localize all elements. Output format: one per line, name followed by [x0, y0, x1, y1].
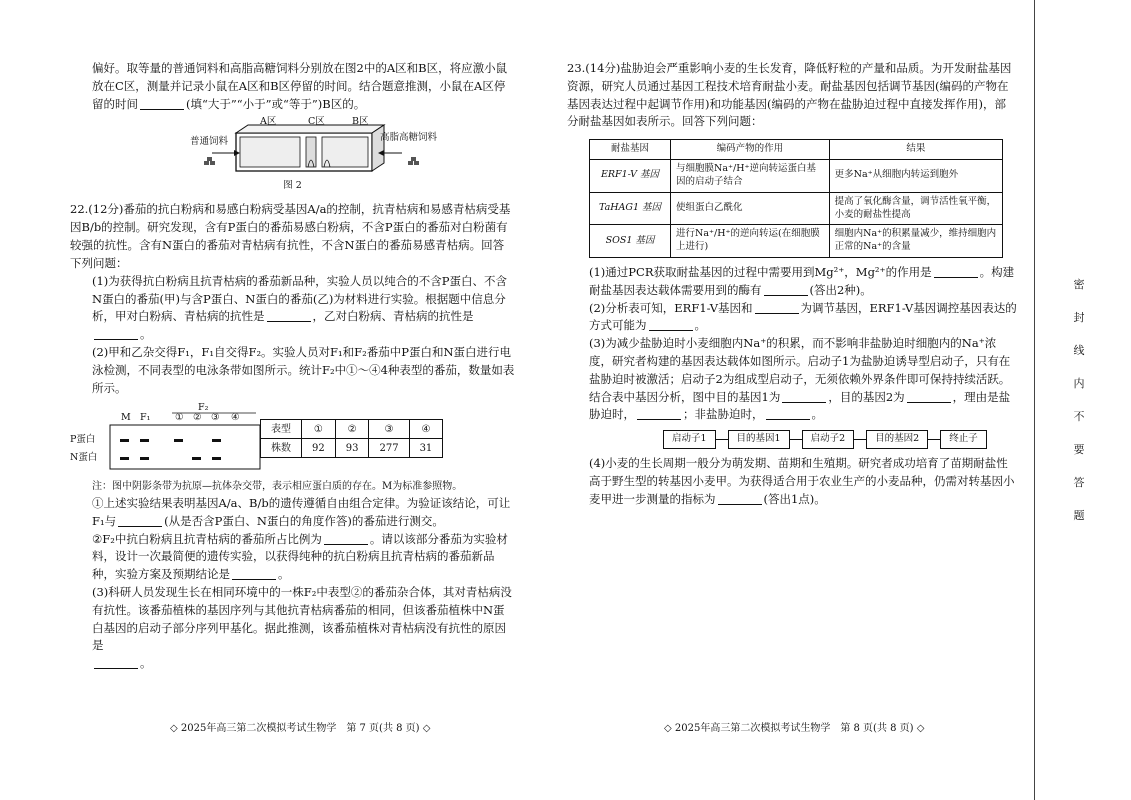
figure-2-caption: 图 2	[283, 180, 302, 192]
binding-line	[1034, 0, 1035, 800]
seal-char: 线	[1073, 344, 1085, 357]
q22-p1-text-a: (1)为获得抗白粉病且抗青枯病的番茄新品种，实验人员以纯合的不含P蛋白、不含N蛋白的番茄(甲)与含P蛋白、N蛋白的番茄(乙)为材料进行实验。根据题中信息分析，甲对白粉病、青枯病的抗性是	[92, 273, 508, 324]
q23-p2-text-a: (2)分析表可知，ERF1-V基因和	[589, 300, 753, 315]
high-fat-feed-label: 高脂高糖饲料	[380, 132, 438, 144]
q23-p3-text-d: ；非盐胁迫时，	[683, 407, 764, 422]
page-8-column	[567, 60, 1017, 508]
table-header: 结果	[829, 140, 1002, 160]
result-cell: 更多Na⁺从细胞内转运到胞外	[829, 160, 1002, 193]
lane-3-label: ③	[211, 412, 220, 424]
answer-blank[interactable]	[782, 390, 826, 403]
count-cell: 92	[302, 439, 336, 458]
maze-diagram	[70, 123, 515, 187]
q23-part2	[567, 300, 1017, 336]
q22-p1-text-b: ，乙对白粉病、青枯病的抗性是	[312, 309, 474, 324]
feed-pellets-right	[408, 157, 419, 165]
q22-p3-text-a: (3)科研人员发现生长在相同环境中的一株F₂中表型②的番茄杂合体，其对青枯病没有抗性。该番茄植株的基因序列与其他抗青枯病番茄的相同，但该番茄植株中N蛋白基因的启动子部分序列甲基化。据此推测，该番茄植株对青枯病没有抗性的原因是	[92, 584, 512, 653]
q22-p2-1-text-b: (从是否含P蛋白、N蛋白的角度作答)的番茄进行测交。	[164, 513, 444, 528]
answer-blank[interactable]	[718, 492, 762, 505]
q22-stem: 22.(12分)番茄的抗白粉病和易感白粉病受基因A/a的控制，抗青枯病和易感青枯病受基因B/b的控制。研究发现，含有P蛋白的番茄易感白粉病，不含P蛋白的番茄对白粉菌有较强的抗性。含有N蛋白的番茄对青枯病有抗性，不含N蛋白的番茄易感青枯病。回答下列问题：	[70, 202, 511, 270]
phenotype-count-table	[260, 419, 443, 458]
q23-part1	[567, 264, 1017, 300]
answer-blank[interactable]	[232, 567, 276, 580]
gene-cell: SOS1 基因	[590, 225, 671, 258]
effect-cell: 使组蛋白乙酰化	[671, 192, 830, 225]
lane-1-label: ①	[175, 412, 184, 424]
q23-p3-text-c: ，理由是盐胁迫时，	[589, 389, 1011, 422]
type-cell: ②	[335, 420, 369, 439]
answer-blank[interactable]	[649, 318, 693, 331]
table-row	[590, 192, 1003, 225]
band-p-1	[174, 439, 183, 442]
promoter-1-box: 启动子1	[663, 430, 716, 449]
q23-p3-text-b: ，目的基因2为	[828, 389, 905, 404]
terminator-box: 终止子	[940, 430, 987, 449]
page-8-footer: ◇ 2025年高三第二次模拟考试生物学 第 8 页(共 8 页) ◇	[664, 723, 925, 734]
count-cell: 277	[369, 439, 409, 458]
expression-vector-diagram	[663, 430, 1017, 449]
zone-c-label: C区	[308, 116, 325, 128]
electrophoresis-figure	[70, 402, 515, 479]
seal-char: 内	[1073, 377, 1085, 390]
answer-blank[interactable]	[637, 407, 681, 420]
q23-stem: 23.(14分)盐胁迫会严重影响小麦的生长发育，降低籽粒的产量和品质。为开发耐盐基因资源，研究人员通过基因工程技术培育耐盐小麦。耐盐基因包括调节基因(编码的产物在基因表达过程中起调节作用)和功能基因(编码的产物在盐胁迫过程中直接发挥作用)，部分耐盐基因如表所示。回答下列问题：	[567, 61, 1012, 129]
q23-p2-text-c: 。	[694, 318, 706, 333]
q22-p1-text-c: 。	[140, 327, 152, 342]
answer-blank[interactable]	[267, 309, 311, 322]
q21-text-b: (填“大于”“小于”或“等于”)B区的。	[186, 96, 366, 111]
answer-blank[interactable]	[94, 327, 138, 340]
result-cell: 细胞内Na⁺的积累量减少，维持细胞内正常的Na⁺的含量	[829, 225, 1002, 258]
q23-part3	[567, 335, 1017, 424]
page-7-footer: ◇ 2025年高三第二次模拟考试生物学 第 7 页(共 8 页) ◇	[170, 723, 431, 734]
q22-part1	[70, 273, 515, 344]
effect-cell: 进行Na⁺/H⁺的逆向转运(在细胞膜上进行)	[671, 225, 830, 258]
seal-char: 密	[1073, 278, 1085, 291]
row-n-label: N蛋白	[70, 452, 98, 464]
q23-part4	[567, 455, 1017, 508]
count-cell: 31	[409, 439, 443, 458]
q22-p3-text-b: 。	[140, 656, 152, 671]
answer-blank[interactable]	[907, 390, 951, 403]
seal-char: 题	[1073, 509, 1085, 522]
q22-p2-1-text-a: ①上述实验结果表明基因A/a、B/b的遗传遵循自由组合定律。为验证该结论，可让F₁与	[92, 495, 511, 528]
q22-part2: (2)甲和乙杂交得F₁，F₁自交得F₂。实验人员对F₁和F₂番茄中P蛋白和N蛋白进行电泳检测，不同表型的电泳条带如图所示。统计F₂中①～④4种表型的番茄，数量如表所示。	[92, 344, 515, 395]
lane-f1-label: F₁	[140, 412, 151, 424]
count-table-header: 株数	[261, 439, 302, 458]
gene-cell: ERF1-V 基因	[590, 160, 671, 193]
f2-header: F₂	[198, 402, 209, 414]
q23-p3-text-a: (3)为减少盐胁迫时小麦细胞内Na⁺的积累，而不影响非盐胁迫时细胞内的Na⁺浓度，研究者构建的基因表达载体如图所示。启动子1为盐胁迫诱导型启动子，只有在盐胁迫时被激活；启动子2为组成型启动子，无须依赖外界条件即可保持持续活跃。结合表中基因分析，图中目的基因1为	[589, 336, 1011, 404]
q22-part2-1	[70, 495, 515, 531]
q23-p2-text-b: 为调节基因，ERF1-V基因调控基因表达的方式可能为	[589, 300, 1017, 333]
q23-p1-text-b: 。构建耐盐基因表达载体需要用到的酶有	[589, 264, 1015, 297]
table-row	[590, 160, 1003, 193]
zone-a-label: A区	[260, 116, 277, 128]
q23-p4-text-a: (4)小麦的生长周期一般分为萌发期、苗期和生殖期。研究者成功培育了苗期耐盐性高于野生型的转基因小麦甲。为获得适合用于农业生产的小麦品种，仍需对转基因小麦甲进一步测量的指标为	[589, 455, 1015, 506]
seal-line-notice	[1072, 268, 1086, 532]
answer-blank[interactable]	[755, 301, 799, 314]
band-n-m	[120, 457, 129, 460]
salt-tolerance-gene-table	[589, 139, 1003, 258]
type-cell: ③	[369, 420, 409, 439]
q22-part2-2	[70, 531, 515, 584]
lane-4-label: ④	[231, 412, 240, 424]
answer-blank[interactable]	[764, 283, 808, 296]
seal-char: 封	[1073, 311, 1085, 324]
lane-m-label: M	[121, 412, 131, 424]
page-7-column	[70, 60, 515, 673]
row-p-label: P蛋白	[70, 434, 96, 446]
q23-p1-text-a: (1)通过PCR获取耐盐基因的过程中需要用到Mg²⁺，Mg²⁺的作用是	[589, 264, 932, 279]
count-table-header: 表型	[261, 420, 302, 439]
target-gene-1-box: 目的基因1	[728, 430, 790, 449]
q22-p2-2-text-a: ②F₂中抗白粉病且抗青枯病的番茄所占比例为	[92, 531, 322, 546]
gene-cell: TaHAG1 基因	[590, 192, 671, 225]
table-header: 编码产物的作用	[671, 140, 830, 160]
figure-2	[70, 117, 515, 197]
seal-char: 要	[1073, 443, 1085, 456]
q21-text-a: 偏好。取等量的普通饲料和高脂高糖饲料分别放在图2中的A区和B区，将应激小鼠放在C区，测量并记录小鼠在A区和B区停留的时间。结合题意推测，小鼠在A区停留的时间	[92, 61, 508, 111]
q22-part3	[70, 584, 515, 673]
seal-char: 答	[1073, 476, 1085, 489]
answer-blank[interactable]	[766, 407, 810, 420]
normal-feed-label: 普通饲料	[190, 136, 229, 148]
band-p-f1	[140, 439, 149, 442]
q23-p1-text-c: (答出2种)。	[809, 282, 872, 297]
seal-char: 不	[1073, 410, 1085, 423]
count-cell: 93	[335, 439, 369, 458]
answer-blank[interactable]	[140, 97, 184, 110]
effect-cell: 与细胞膜Na⁺/H⁺逆向转运蛋白基因的启动子结合	[671, 160, 830, 193]
q22-p2-2-text-c: 。	[278, 567, 290, 582]
band-p-3	[212, 439, 221, 442]
gel-note: 注：图中阴影条带为抗原—抗体杂交带，表示相应蛋白质的存在。M为标准参照物。	[92, 481, 463, 493]
feed-pellets-left	[204, 157, 215, 165]
answer-blank[interactable]	[324, 532, 368, 545]
target-gene-2-box: 目的基因2	[866, 430, 928, 449]
table-header: 耐盐基因	[590, 140, 671, 160]
answer-blank[interactable]	[934, 265, 978, 278]
table-row	[590, 225, 1003, 258]
type-cell: ①	[302, 420, 336, 439]
q21-continuation	[70, 60, 515, 113]
band-n-3	[212, 457, 221, 460]
band-p-m	[120, 439, 129, 442]
band-n-f1	[140, 457, 149, 460]
lane-2-label: ②	[193, 412, 202, 424]
q23-p3-text-e: 。	[811, 407, 823, 422]
result-cell: 提高了氧化酶含量，调节活性氧平衡，小麦的耐盐性提高	[829, 192, 1002, 225]
zone-b-label: B区	[352, 116, 369, 128]
type-cell: ④	[409, 420, 443, 439]
band-n-2	[192, 457, 201, 460]
q22-p2-2-text-b: 。请以该部分番茄为实验材料，设计一次最简便的遗传实验，以获得纯种的抗白粉病且抗青枯病的番茄新品种，实验方案及预期结论是	[92, 531, 508, 582]
promoter-2-box: 启动子2	[802, 430, 855, 449]
answer-blank[interactable]	[118, 514, 162, 527]
q23-p4-text-b: (答出1点)。	[763, 491, 826, 506]
answer-blank[interactable]	[94, 656, 138, 669]
